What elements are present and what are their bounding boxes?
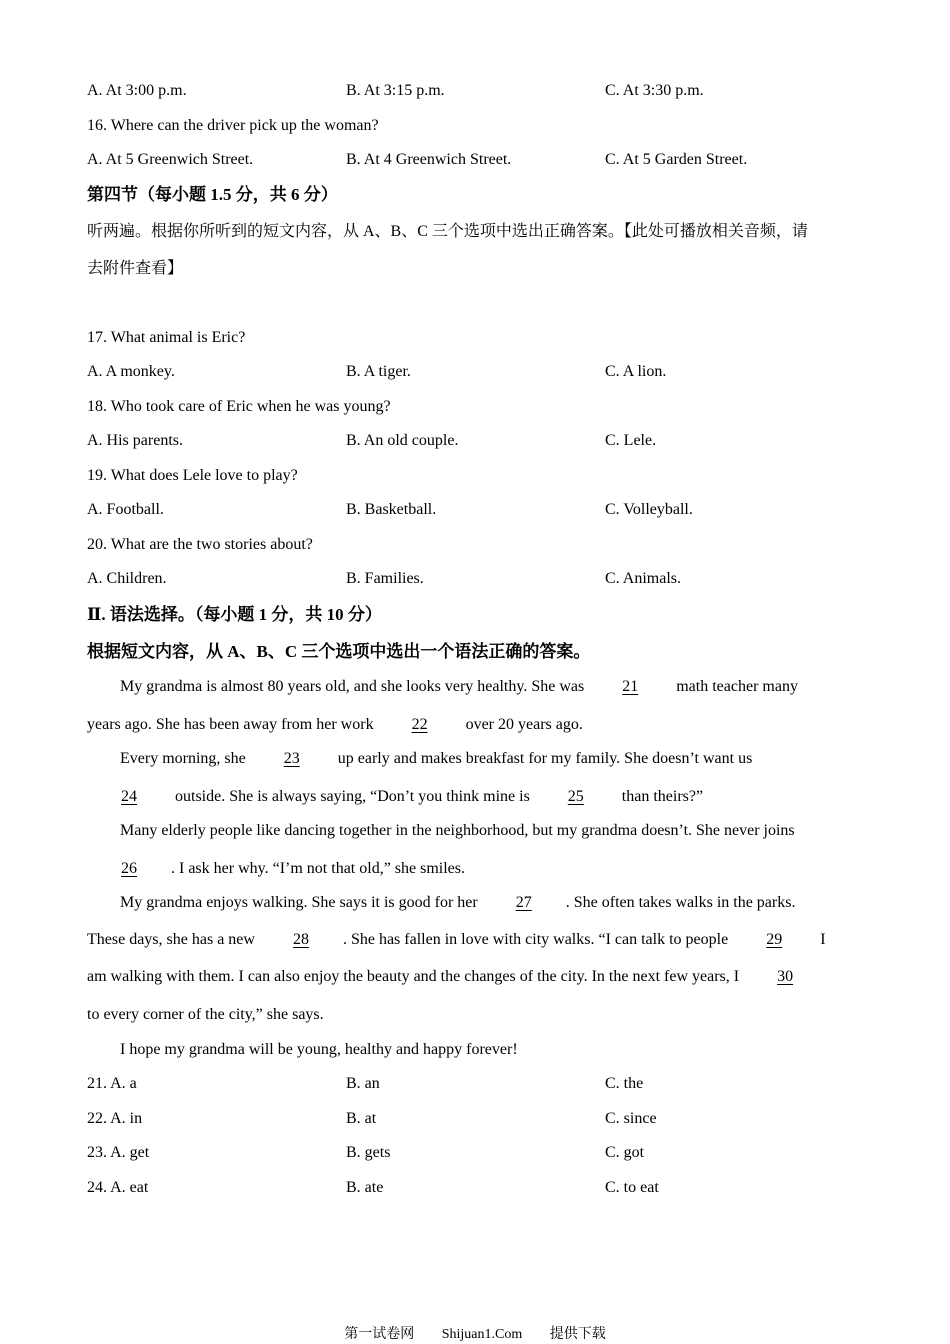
passage-line: to every corner of the city,” she says. <box>87 1006 324 1023</box>
q19-option-b: B. Basketball. <box>346 501 437 518</box>
q16-question: 16. Where can the driver pick up the woman? <box>87 117 379 134</box>
q24-option-c: C. to eat <box>605 1179 659 1196</box>
passage-line <box>87 787 703 807</box>
q21-option-c: C. the <box>605 1075 644 1092</box>
q17-question: 17. What animal is Eric? <box>87 329 246 346</box>
grammar-title: Ⅱ. 语法选择。（每小题 1 分，共 10 分） <box>87 605 382 624</box>
blank-23: 23 <box>283 750 300 767</box>
q20-option-c: C. Animals. <box>605 570 682 587</box>
blank-27: 27 <box>515 894 532 911</box>
q21-option-a: 21. A. a <box>87 1075 137 1092</box>
passage-text: am walking with them. I can also enjoy the beauty and the changes of the city. In the next few years, I <box>87 968 744 985</box>
q24-option-b: B. ate <box>346 1179 384 1196</box>
blank-26: 26 <box>121 860 137 877</box>
q19-option-c: C. Volleyball. <box>605 501 693 518</box>
passage-line: Many elderly people like dancing together in the neighborhood, but my grandma doesn’t. She never joins <box>120 822 795 839</box>
passage-line <box>120 749 752 769</box>
q23-option-a: 23. A. get <box>87 1144 150 1161</box>
passage-text: up early and makes breakfast for my family. She doesn’t want us <box>333 750 753 767</box>
passage-line <box>120 893 795 913</box>
blank-21: 21 <box>622 678 639 695</box>
passage-text: outside. She is always saying, “Don’t you think mine is <box>171 788 534 805</box>
q22-option-b: B. at <box>346 1110 377 1127</box>
q17-option-a: A. A monkey. <box>87 363 175 380</box>
q22-option-c: C. since <box>605 1110 657 1127</box>
q18-option-b: B. An old couple. <box>346 432 459 449</box>
passage-line <box>87 715 583 735</box>
page-footer <box>0 1326 950 1344</box>
footer-site-en[interactable]: Shijuan1.Com <box>441 1327 523 1342</box>
passage-text: . She often takes walks in the parks. <box>565 894 796 911</box>
q16-option-b: B. At 4 Greenwich Street. <box>346 151 512 168</box>
footer-site-cn: 第一试卷网 <box>344 1327 415 1342</box>
footer-provide: 提供下载 <box>549 1327 606 1342</box>
q21-option-b: B. an <box>346 1075 380 1092</box>
q16-option-a: A. At 5 Greenwich Street. <box>87 151 254 168</box>
q15-option-a: A. At 3:00 p.m. <box>87 82 187 99</box>
blank-24: 24 <box>121 788 137 805</box>
passage-text: over 20 years ago. <box>461 716 583 733</box>
blank-29: 29 <box>766 931 783 948</box>
section4-title: 第四节（每小题 1.5 分，共 6 分） <box>87 185 338 204</box>
q18-option-c: C. Lele. <box>605 432 657 449</box>
passage-line <box>87 930 826 950</box>
q15-option-b: B. At 3:15 p.m. <box>346 82 445 99</box>
q22-option-a: 22. A. in <box>87 1110 143 1127</box>
passage-text: . She has fallen in love with city walks. “I can talk to people <box>342 931 733 948</box>
passage-line <box>87 859 465 879</box>
passage-text: I <box>816 931 826 948</box>
q15-option-c: C. At 3:30 p.m. <box>605 82 704 99</box>
q17-option-b: B. A tiger. <box>346 363 411 380</box>
q19-question: 19. What does Lele love to play? <box>87 467 298 484</box>
q20-question: 20. What are the two stories about? <box>87 536 313 553</box>
passage-text: . I ask her why. “I’m not that old,” she smiles. <box>171 860 466 877</box>
q18-option-a: A. His parents. <box>87 432 183 449</box>
q16-option-c: C. At 5 Garden Street. <box>605 151 748 168</box>
blank-30: 30 <box>777 968 794 985</box>
passage-text: than theirs?” <box>617 788 704 805</box>
passage-line <box>87 967 827 987</box>
q23-option-c: C. got <box>605 1144 645 1161</box>
passage-line <box>120 677 798 697</box>
blank-25: 25 <box>567 788 584 805</box>
section4-instruction-line2: 去附件查看】 <box>87 260 184 277</box>
passage-text: years ago. She has been away from her work <box>87 716 378 733</box>
q18-question: 18. Who took care of Eric when he was young? <box>87 398 391 415</box>
passage-text: My grandma enjoys walking. She says it is good for her <box>120 894 482 911</box>
passage-line: I hope my grandma will be young, healthy and happy forever! <box>120 1041 518 1058</box>
section4-instruction-line1: 听两遍。根据你所听到的短文内容，从 A、B、C 三个选项中选出正确答案。【此处可播放相关音频，请 <box>87 223 808 240</box>
blank-28: 28 <box>292 931 309 948</box>
passage-text: math teacher many <box>672 678 798 695</box>
q20-option-a: A. Children. <box>87 570 167 587</box>
passage-text: Every morning, she <box>120 750 250 767</box>
q23-option-b: B. gets <box>346 1144 391 1161</box>
q19-option-a: A. Football. <box>87 501 164 518</box>
q20-option-b: B. Families. <box>346 570 424 587</box>
q17-option-c: C. A lion. <box>605 363 667 380</box>
passage-text: These days, she has a new <box>87 931 259 948</box>
grammar-instruction: 根据短文内容，从 A、B、C 三个选项中选出一个语法正确的答案。 <box>87 642 591 661</box>
blank-22: 22 <box>411 716 428 733</box>
q24-option-a: 24. A. eat <box>87 1179 149 1196</box>
passage-text: My grandma is almost 80 years old, and she looks very healthy. She was <box>120 678 589 695</box>
